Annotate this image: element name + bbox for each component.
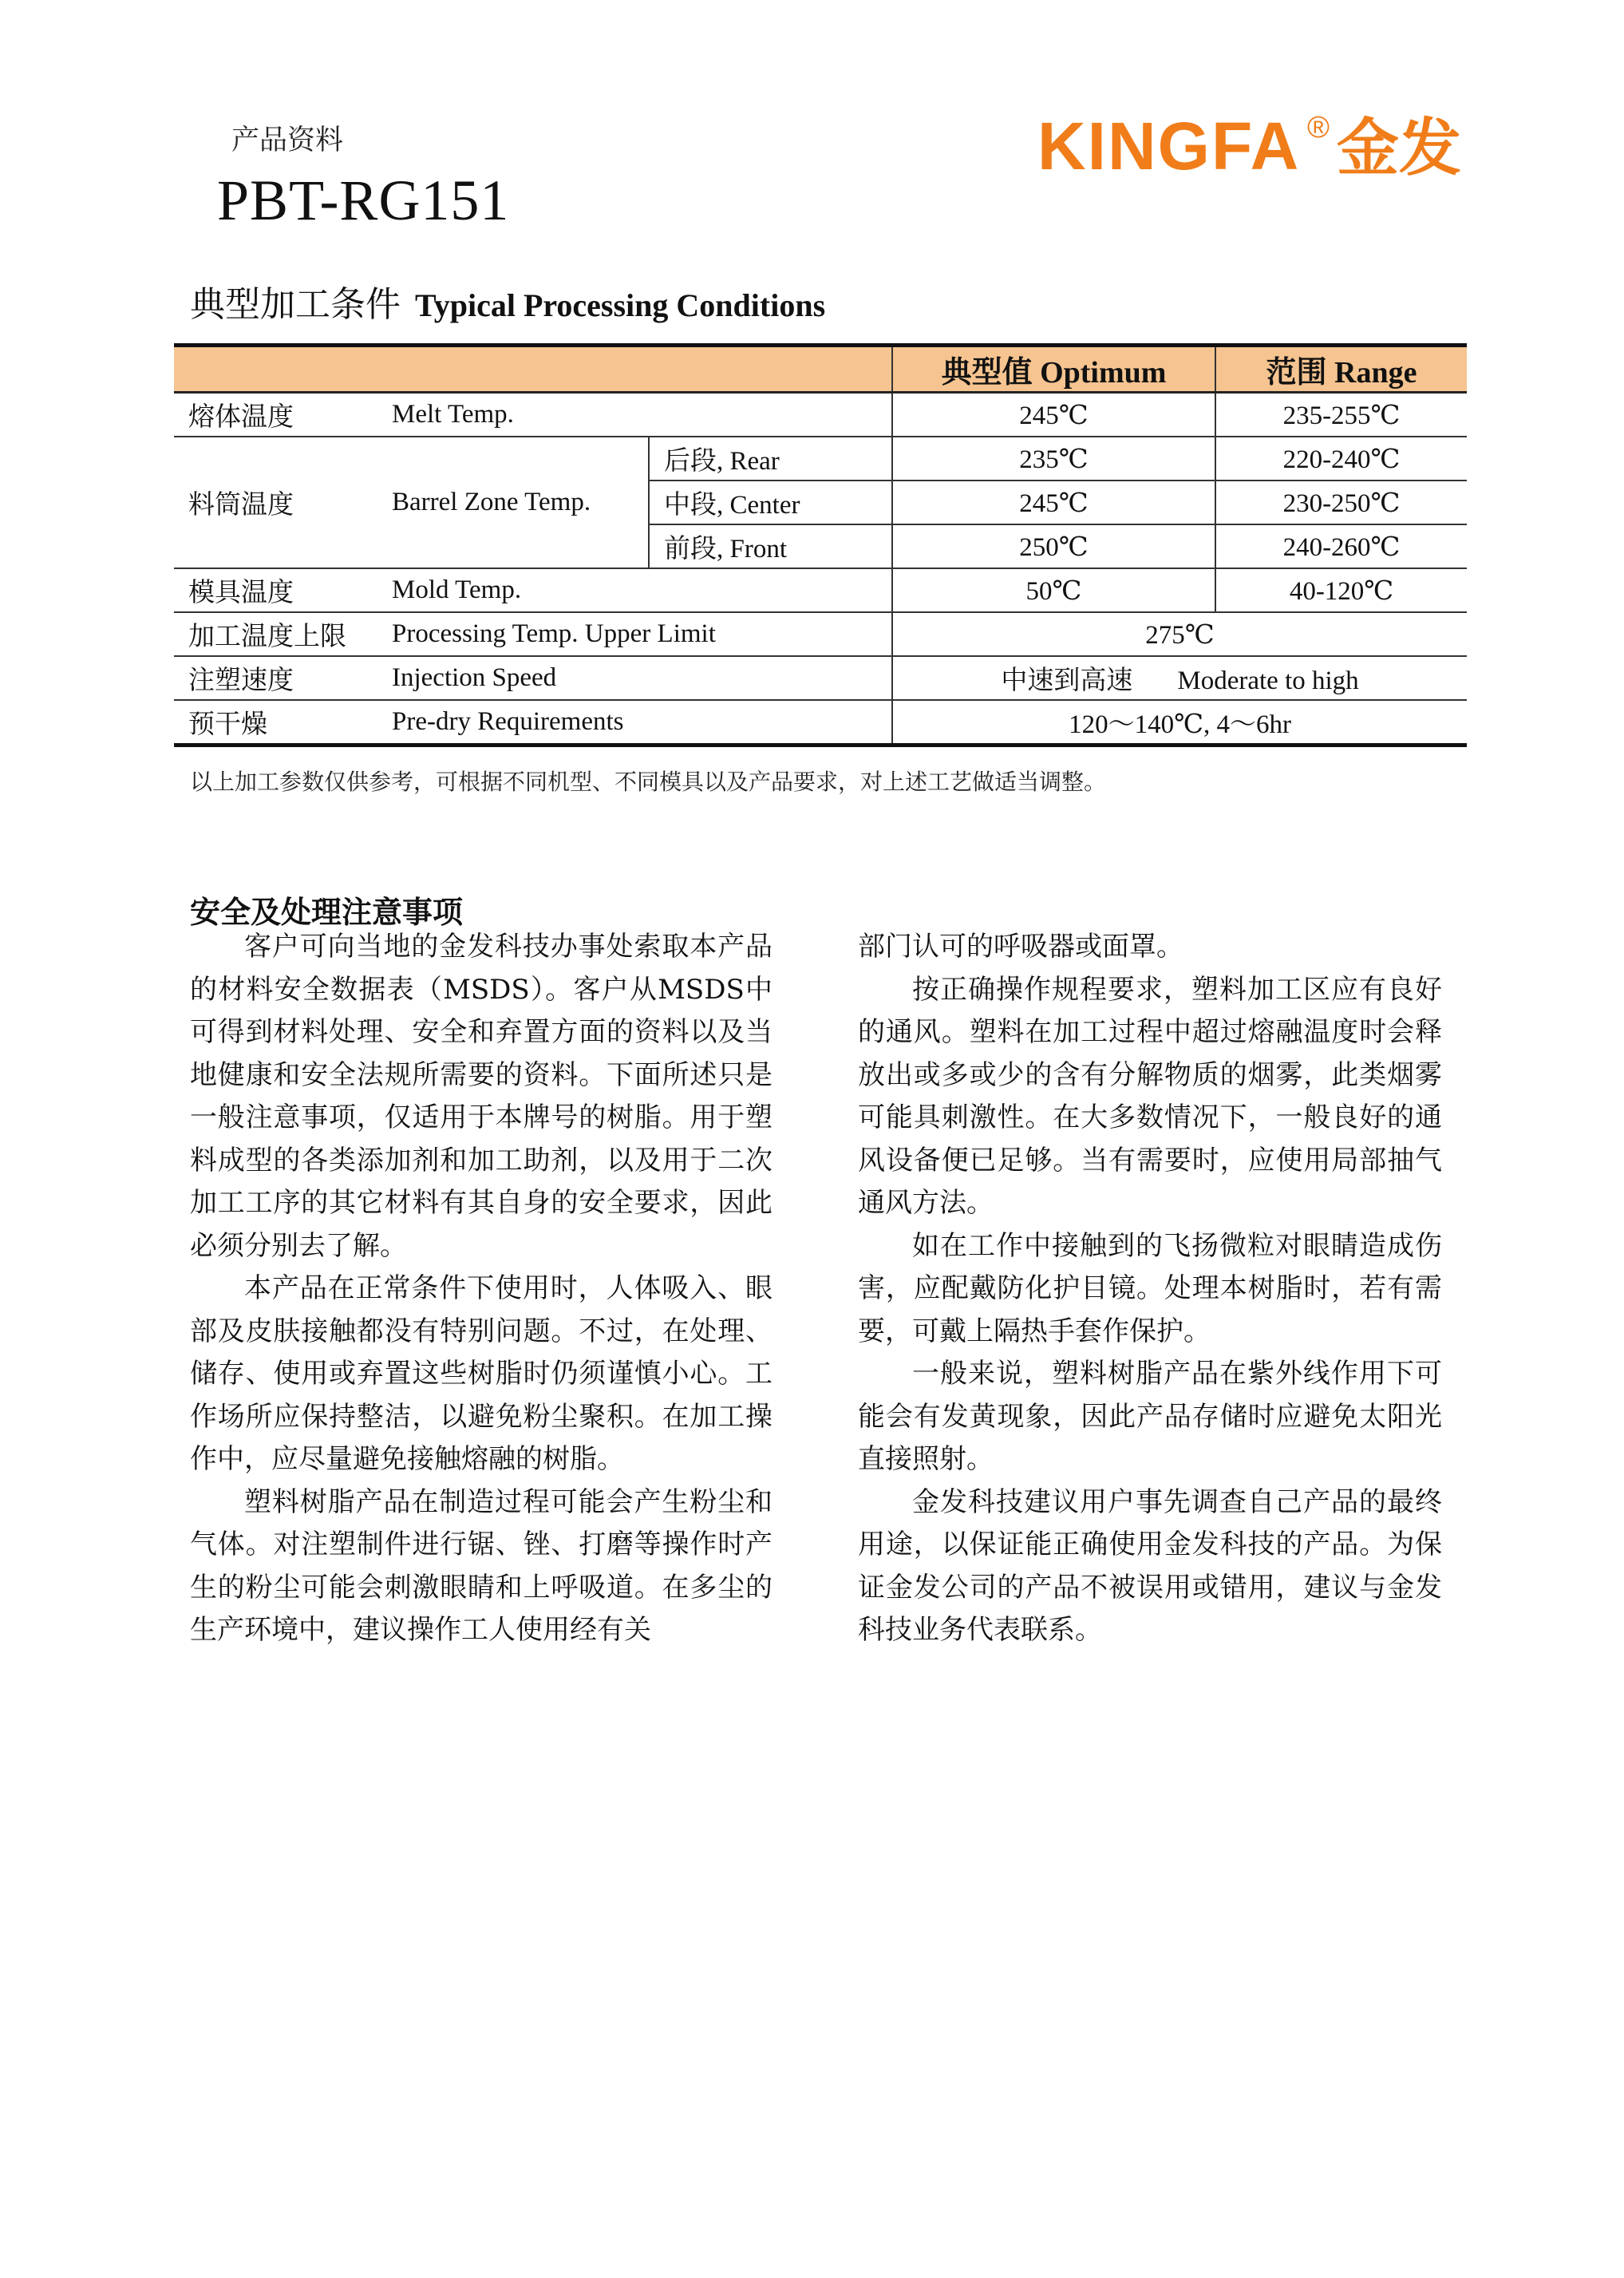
predry-en: Pre-dry Requirements [392, 707, 624, 736]
table-note: 以上加工参数仅供参考，可根据不同机型、不同模具以及产品要求，对上述工艺做适当调整。 [190, 769, 1107, 795]
table-row-barrel-rear [174, 437, 1467, 481]
safety-paragraph: 一般来说，塑料树脂产品在紫外线作用下可能会有发黄现象，因此产品存储时应避免太阳光直接照射。 [858, 1358, 1442, 1475]
melt-cn: 熔体温度 [174, 393, 377, 437]
table-header-row [174, 346, 1467, 393]
upper-limit-value: 275℃ [892, 612, 1467, 656]
melt-en: Melt Temp. [377, 393, 892, 437]
barrel-cn: 料筒温度 [174, 437, 377, 568]
melt-optimum: 245℃ [892, 393, 1215, 437]
safety-paragraph-continued: 部门认可的呼吸器或面罩。 [858, 931, 1183, 963]
predry-cn: 预干燥 [188, 708, 267, 739]
safety-paragraph: 按正确操作规程要求，塑料加工区应有良好的通风。塑料在加工过程中超过熔融温度时会释放出或多或少的含有分解物质的烟雾，此类烟雾可能具刺激性。在大多数情况下，一般良好的通风设备便已足够。当有需要时，应使用局部抽气通风方法。 [858, 973, 1442, 1219]
upper-limit-en: Processing Temp. Upper Limit [377, 612, 892, 656]
safety-paragraph: 金发科技建议用户事先调查自己产品的最终用途，以保证能正确使用金发科技的产品。为保证金发公司的产品不被误用或错用，建议与金发科技业务代表联系。 [858, 1485, 1442, 1646]
section-title-processing [190, 275, 825, 326]
table-row-upper-limit [174, 612, 1467, 656]
safety-paragraph: 客户可向当地的金发科技办事处索取本产品的材料安全数据表（MSDS）。客户从MSDS中可得到材料处理、安全和弃置方面的资料以及当地健康和安全法规所需要的资料。下面所述只是一般注意事项，仅适用于本牌号的树脂。用于塑料成型的各类添加剂和加工助剂，以及用于二次加工工序的其它材料有其自身的安全要求，因此必须分别去了解。 [190, 931, 772, 1262]
section-title-cn: 典型加工条件 [190, 284, 401, 325]
safety-column-left [190, 926, 772, 1652]
barrel-zone-rear: 后段, Rear [649, 437, 892, 481]
mold-optimum: 50℃ [892, 568, 1215, 612]
safety-paragraph: 如在工作中接触到的飞扬微粒对眼睛造成伤害，应配戴防化护目镜。处理本树脂时，若有需要，可戴上隔热手套作保护。 [858, 1229, 1442, 1347]
logo-text: KINGFA [1037, 109, 1301, 184]
predry-value: 120～140℃, 4～6hr [892, 700, 1467, 745]
barrel-front-optimum: 250℃ [892, 524, 1215, 568]
col-header-optimum: 典型值 Optimum [892, 346, 1215, 393]
col-header-range: 范围 Range [1215, 346, 1467, 393]
barrel-en: Barrel Zone Temp. [377, 437, 649, 568]
kingfa-logo [1037, 104, 1468, 184]
doc-type-label: 产品资料 [231, 125, 344, 156]
barrel-rear-range: 220-240℃ [1215, 437, 1467, 481]
mold-range: 40-120℃ [1215, 568, 1467, 612]
barrel-rear-optimum: 235℃ [892, 437, 1215, 481]
table-row-predry [174, 700, 1467, 745]
safety-title: 安全及处理注意事项 [190, 894, 464, 930]
logo-cn: 金发 [1337, 113, 1462, 184]
mold-en: Mold Temp. [377, 568, 892, 612]
table-row-injection [174, 656, 1467, 700]
table-row-melt [174, 393, 1467, 437]
injection-cn: 注塑速度 [174, 656, 377, 700]
product-title: PBT-RG151 [217, 168, 510, 232]
injection-value [892, 656, 1467, 700]
barrel-zone-front: 前段, Front [649, 524, 892, 568]
section-title-en: Typical Processing Conditions [415, 287, 826, 323]
injection-value-en: Moderate to high [1177, 666, 1359, 695]
logo-registered: ® [1307, 111, 1330, 144]
injection-value-cn: 中速到高速 [1001, 664, 1133, 695]
injection-en: Injection Speed [377, 656, 892, 700]
safety-paragraph: 本产品在正常条件下使用时，人体吸入、眼部及皮肤接触都没有特别问题。不过，在处理、储存、使用或弃置这些树脂时仍须谨慎小心。工作场所应保持整洁，以避免粉尘聚积。在加工操作中，应尽量避免接触熔融的树脂。 [190, 1272, 772, 1475]
safety-paragraph: 塑料树脂产品在制造过程可能会产生粉尘和气体。对注塑制件进行锯、锉、打磨等操作时产生的粉尘可能会刺激眼睛和上呼吸道。在多尘的生产环境中，建议操作工人使用经有关 [190, 1485, 772, 1646]
table-row-mold [174, 568, 1467, 612]
melt-range: 235-255℃ [1215, 393, 1467, 437]
upper-limit-cn: 加工温度上限 [174, 612, 377, 656]
barrel-center-optimum: 245℃ [892, 481, 1215, 524]
barrel-center-range: 230-250℃ [1215, 481, 1467, 524]
safety-column-right [858, 926, 1442, 1652]
barrel-front-range: 240-260℃ [1215, 524, 1467, 568]
barrel-zone-center: 中段, Center [649, 481, 892, 524]
mold-cn: 模具温度 [174, 568, 377, 612]
processing-table [174, 343, 1467, 747]
